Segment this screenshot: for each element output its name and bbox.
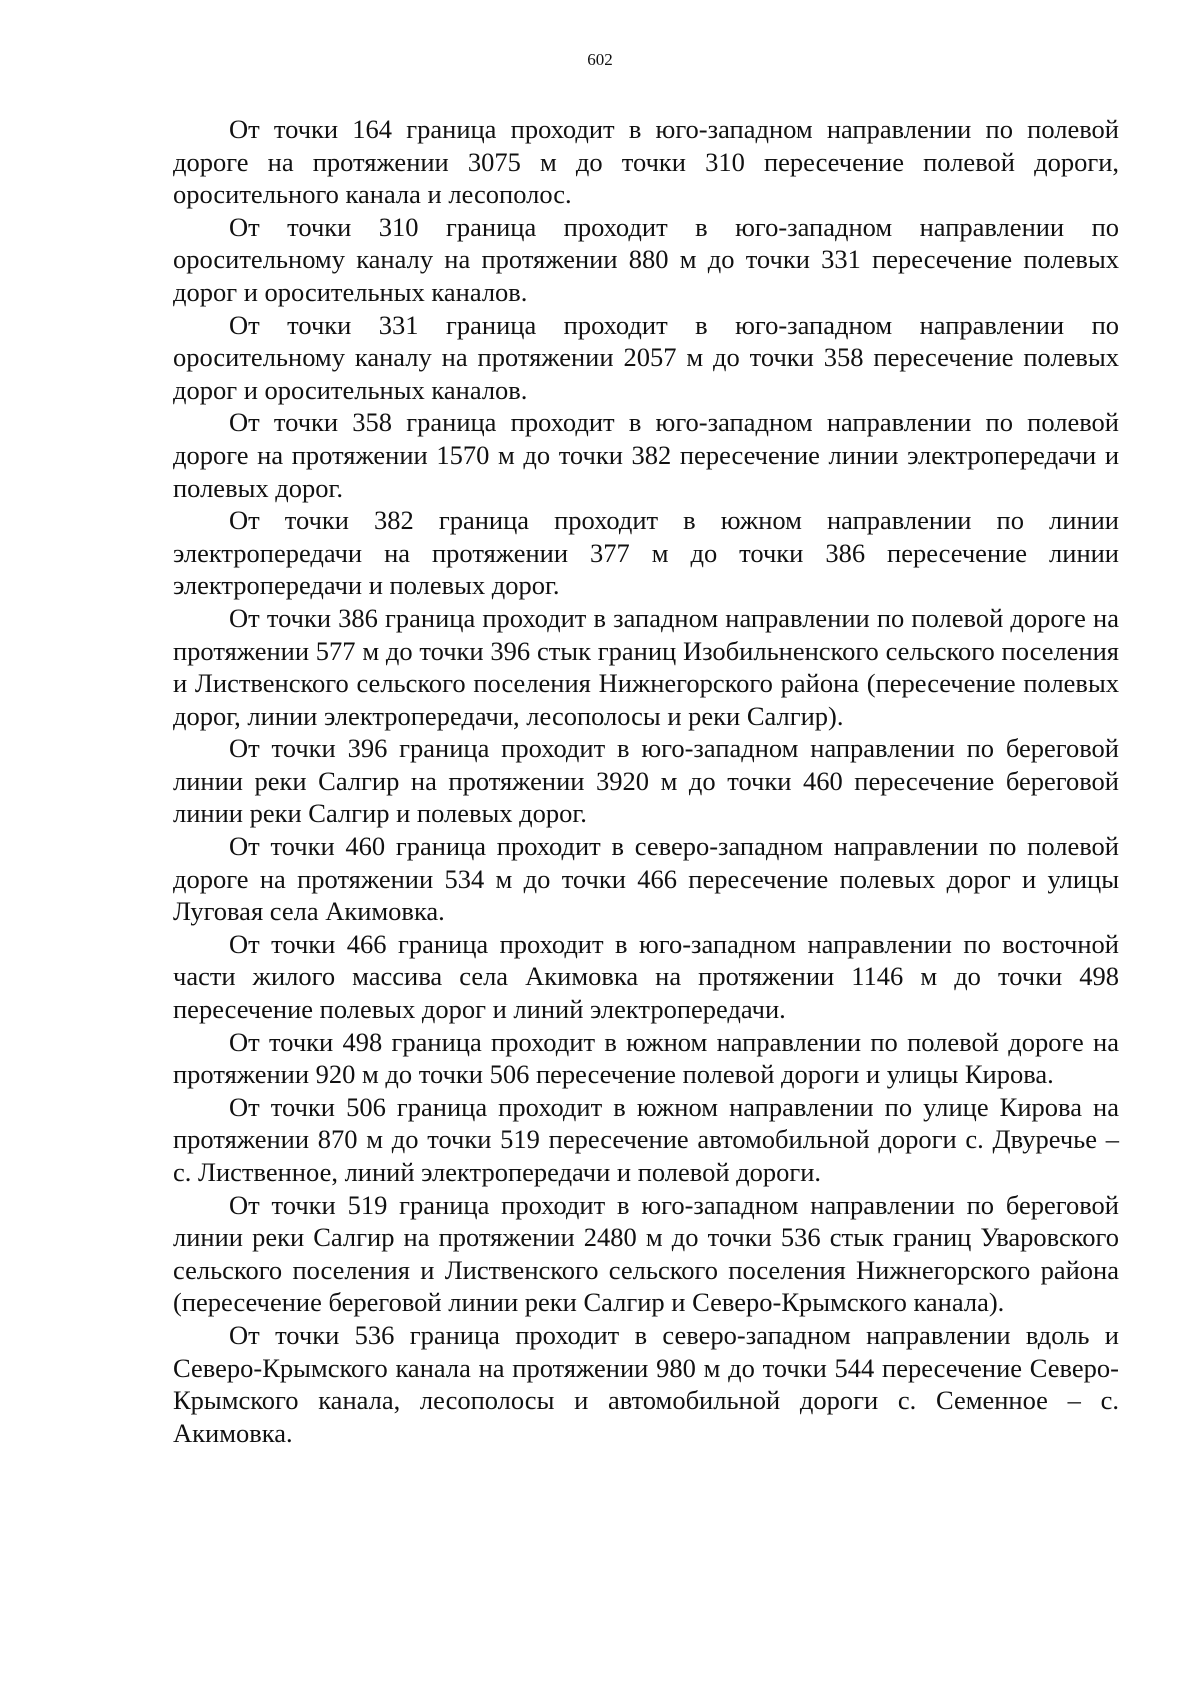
paragraph: От точки 310 граница проходит в юго-западном направлении по оросительному каналу на протяжении 880 м до точки 331 пересечение полевых дорог и оросительных каналов. — [173, 211, 1119, 307]
paragraph: От точки 506 граница проходит в южном направлении по улице Кирова на протяжении 870 м до точки 519 пересечение автомобильной дороги с. Двуречье – с. Лиственное, линий электропередачи и полевой дороги. — [173, 1091, 1119, 1187]
paragraph: От точки 498 граница проходит в южном направлении по полевой дороге на протяжении 920 м до точки 506 пересечение полевой дороги и улицы Кирова. — [173, 1026, 1119, 1090]
paragraph: От точки 460 граница проходит в северо-западном направлении по полевой дороге на протяжении 534 м до точки 466 пересечение полевых дорог и улицы Луговая села Акимовка. — [173, 831, 1119, 927]
paragraph: От точки 164 граница проходит в юго-западном направлении по полевой дороге на протяжении 3075 м до точки 310 пересечение полевой дороги, оросительного канала и лесополос. — [173, 114, 1119, 210]
paragraph: От точки 382 граница проходит в южном направлении по линии электропередачи на протяжении 377 м до точки 386 пересечение линии электропередачи и полевых дорог. — [173, 505, 1119, 601]
document-body — [173, 113, 1119, 1449]
page-number: 602 — [587, 50, 613, 69]
paragraph: От точки 386 граница проходит в западном направлении по полевой дороге на протяжении 577 м до точки 396 стык границ Изобильненского сельского поселения и Лиственского сельского поселения Нижнегорского района (пересечение полевых дорог, линии электропередачи, лесополосы и реки Салгир). — [173, 602, 1119, 731]
paragraph: От точки 396 граница проходит в юго-западном направлении по береговой линии реки Салгир на протяжении 3920 м до точки 460 пересечение береговой линии реки Салгир и полевых дорог. — [173, 733, 1119, 829]
paragraph: От точки 466 граница проходит в юго-западном направлении по восточной части жилого массива села Акимовка на протяжении 1146 м до точки 498 пересечение полевых дорог и линий электропередачи. — [173, 928, 1119, 1025]
paragraph: От точки 519 граница проходит в юго-западном направлении по береговой линии реки Салгир на протяжении 2480 м до точки 536 стык границ Уваровского сельского поселения и Лиственского сельского поселения Нижнегорского района (пересечение береговой линии реки Салгир и Северо-Крымского канала). — [173, 1189, 1119, 1318]
paragraph: От точки 536 граница проходит в северо-западном направлении вдоль и Северо-Крымского канала на протяжении 980 м до точки 544 пересечение Северо-Крымского канала, лесополосы и автомобильной дороги с. Семенное – с. Акимовка. — [173, 1319, 1119, 1448]
paragraph: От точки 331 граница проходит в юго-западном направлении по оросительному каналу на протяжении 2057 м до точки 358 пересечение полевых дорог и оросительных каналов. — [173, 309, 1119, 405]
paragraph: От точки 358 граница проходит в юго-западном направлении по полевой дороге на протяжении 1570 м до точки 382 пересечение линии электропередачи и полевых дорог. — [173, 407, 1119, 503]
